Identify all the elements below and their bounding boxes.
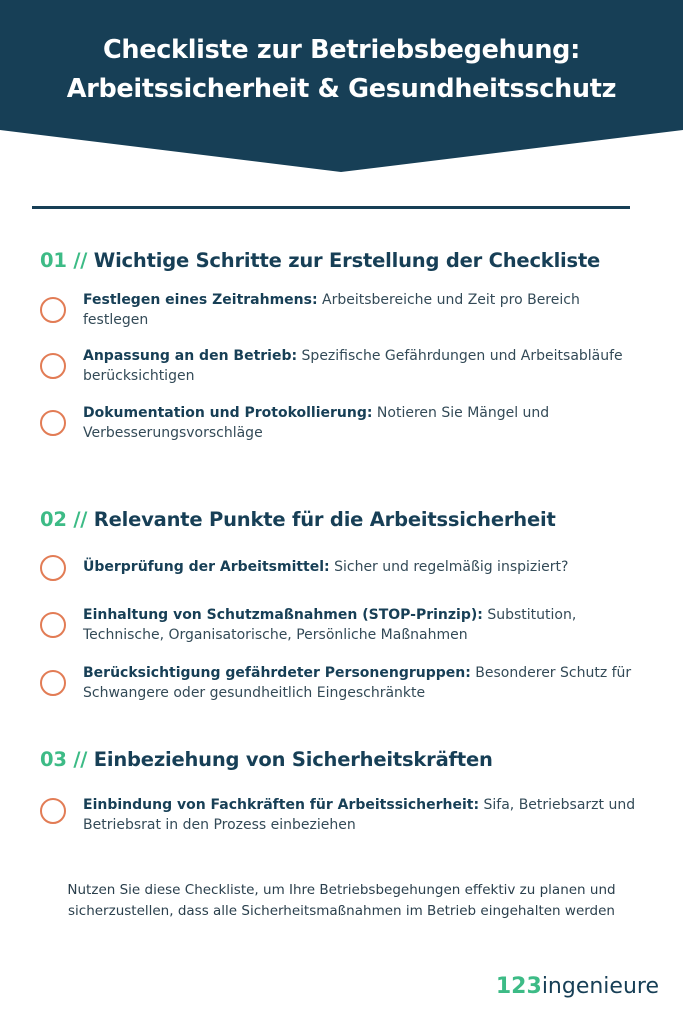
section-title-text: Einbeziehung von Sicherheitskräften: [93, 748, 493, 771]
logo-number: 123: [495, 974, 542, 999]
checkbox-circle-icon[interactable]: [40, 297, 66, 323]
checklist-item-text: [83, 557, 643, 577]
checkbox-circle-icon[interactable]: [40, 353, 66, 379]
checklist-item-bold: Einbindung von Fachkräften für Arbeitssicherheit:: [83, 797, 480, 813]
checkbox-circle-icon[interactable]: [40, 410, 66, 436]
checklist-item-description: Substitution, Technische, Organisatorische, Persönliche Maßnahmen: [83, 607, 577, 643]
section-title-text: Wichtige Schritte zur Erstellung der Checkliste: [93, 249, 601, 272]
footer-note: Nutzen Sie diese Checkliste, um Ihre Betriebsbegehungen effektiv zu planen und sicherzustellen, dass alle Sicherheitsmaßnahmen im Betrieb eingehalten werden: [67, 882, 616, 919]
checklist-item-text: [83, 346, 643, 386]
checklist-item-description: Notieren Sie Mängel und Verbesserungsvorschläge: [83, 405, 550, 441]
checklist-item-text: [83, 795, 643, 835]
page-title-line-1: Checkliste zur Betriebsbegehung:: [102, 35, 581, 65]
checkbox-circle-icon[interactable]: [40, 555, 66, 581]
logo-word: ingenieure: [541, 974, 659, 999]
brand-logo: [496, 974, 659, 999]
checklist-item-text: [83, 290, 643, 330]
checklist-item-description: Sicher und regelmäßig inspiziert?: [329, 559, 569, 575]
checklist-item-bold: Überprüfung der Arbeitsmittel:: [83, 559, 330, 575]
page-title: [0, 31, 683, 109]
section-heading-2: [40, 508, 556, 531]
section-number: 02 //: [40, 508, 88, 531]
checklist-item-bold: Berücksichtigung gefährdeter Personengruppen:: [83, 665, 471, 681]
checkbox-circle-icon[interactable]: [40, 670, 66, 696]
checklist-item-description: Arbeitsbereiche und Zeit pro Bereich festlegen: [83, 292, 580, 328]
section-title-text: Relevante Punkte für die Arbeitssicherheit: [93, 508, 556, 531]
checklist-item-bold: Anpassung an den Betrieb:: [83, 348, 298, 364]
section-heading-3: [40, 748, 493, 771]
section-number: 01 //: [40, 249, 88, 272]
checkbox-circle-icon[interactable]: [40, 612, 66, 638]
checklist-item-bold: Festlegen eines Zeitrahmens:: [83, 292, 318, 308]
header-banner: [0, 0, 683, 175]
section-heading-1: [40, 249, 600, 272]
checklist-item-text: [83, 605, 643, 645]
page-title-line-2: Arbeitssicherheit & Gesundheitsschutz: [66, 74, 617, 104]
checklist-item-text: [83, 663, 643, 703]
checklist-item-description: Sifa, Betriebsarzt und Betriebsrat in den Prozess einbeziehen: [83, 797, 636, 833]
divider-line: [32, 206, 630, 209]
checkbox-circle-icon[interactable]: [40, 798, 66, 824]
checklist-item-bold: Dokumentation und Protokollierung:: [83, 405, 373, 421]
checklist-item-description: Spezifische Gefährdungen und Arbeitsabläufe berücksichtigen: [83, 348, 623, 384]
section-number: 03 //: [40, 748, 88, 771]
checklist-item-bold: Einhaltung von Schutzmaßnahmen (STOP-Prinzip):: [83, 607, 483, 623]
checklist-item-description: Besonderer Schutz für Schwangere oder gesundheitlich Eingeschränkte: [83, 665, 632, 701]
checklist-item-text: [83, 403, 643, 443]
